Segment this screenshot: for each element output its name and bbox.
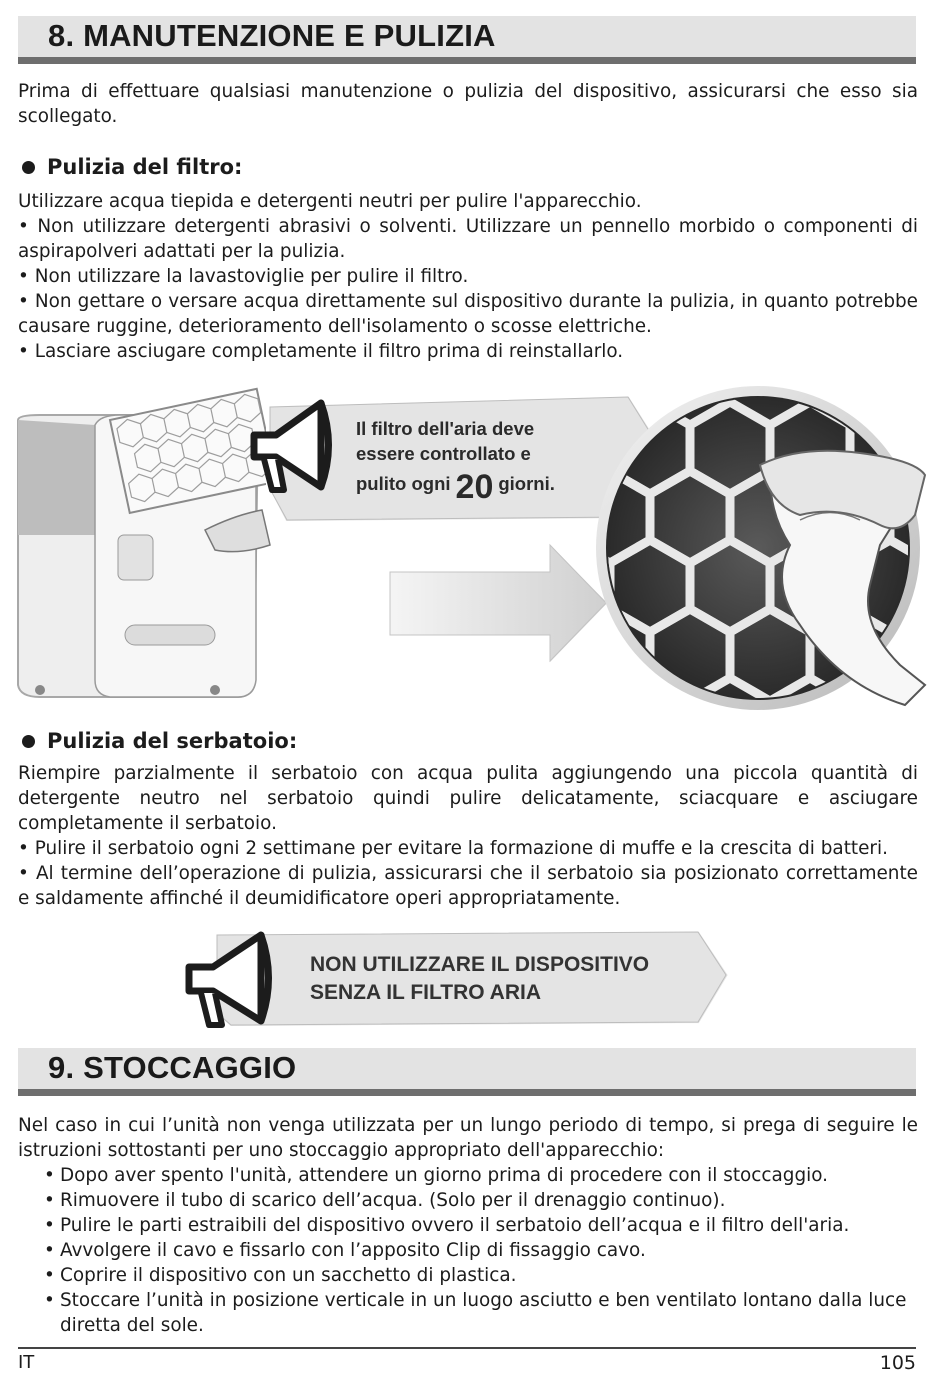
callout-line: Il filtro dell'aria deve (356, 418, 535, 439)
bullet-icon (22, 161, 35, 174)
warning-line: NON UTILIZZARE IL DISPOSITIVO (310, 953, 650, 976)
filter-line: • Non gettare o versare acqua direttamente sul dispositivo durante la pulizia, in quanto potrebbe causare ruggine, deterioramento dell'isolamento o scosse elettriche. (18, 291, 918, 337)
right-arrow-icon (388, 540, 610, 667)
list-item: • Avvolgere il cavo e fissarlo con l’apposito Clip di fissaggio cavo. (44, 1238, 920, 1263)
tank-line: • Pulire il serbatoio ogni 2 settimane per evitare la formazione di muffe e la crescita di batteri. (18, 838, 888, 859)
tank-line: • Al termine dell’operazione di pulizia, assicurarsi che il serbatoio sia posizionato correttamente e saldamente affinché il deumidificatore operi appropriatamente. (18, 863, 918, 909)
list-item: • Stoccare l’unità in posizione verticale in un luogo asciutto e ben ventilato lontano dalla luce diretta del sole. (44, 1288, 920, 1338)
storage-list (44, 1163, 920, 1338)
tank-line: Riempire parzialmente il serbatoio con acqua pulita aggiungendo una piccola quantità di detergente neutro nel serbatoio quindi pulire delicatamente, sciacquare e asciugare completamente il serbatoio. (18, 763, 918, 834)
callout-line: pulito ogni 20 giorni. (356, 468, 555, 506)
section-8-intro: Prima di effettuare qualsiasi manutenzione o pulizia del dispositivo, assicurarsi che esso sia scollegato. (18, 81, 918, 127)
section-8-title: 8. MANUTENZIONE E PULIZIA (48, 18, 496, 53)
filter-line: • Lasciare asciugare completamente il filtro prima di reinstallarlo. (18, 341, 624, 362)
tank-instructions (18, 761, 918, 911)
filter-line: • Non utilizzare detergenti abrasivi o solventi. Utilizzare un pennello morbido o componenti di aspirapolveri adattati per la pulizia. (18, 216, 918, 262)
section-8-underline (18, 57, 916, 64)
section-9-intro: Nel caso in cui l’unità non venga utilizzata per un lungo periodo di tempo, si prega di seguire le istruzioni sottostanti per uno stoccaggio appropriato dell'apparecchio: (18, 1115, 918, 1161)
section-9-title: 9. STOCCAGGIO (48, 1050, 297, 1085)
footer-language: IT (18, 1352, 35, 1373)
callout-days-number: 20 (455, 468, 494, 506)
warning-line: SENZA IL FILTRO ARIA (310, 981, 541, 1004)
callout-line: essere controllato e (356, 443, 531, 464)
filter-instructions (18, 189, 918, 364)
section-8-header (18, 16, 916, 64)
list-item: • Rimuovere il tubo di scarico dell’acqua. (Solo per il drenaggio continuo). (44, 1188, 920, 1213)
filter-heading (22, 155, 242, 179)
page-number: 105 (879, 1352, 916, 1374)
list-item: • Pulire le parti estraibili del dispositivo ovvero il serbatoio dell’acqua e il filtro dell'aria. (44, 1213, 920, 1238)
filter-line: Utilizzare acqua tiepida e detergenti neutri per pulire l'apparecchio. (18, 191, 642, 212)
filter-heading-text: Pulizia del filtro: (47, 155, 243, 179)
footer-divider (18, 1347, 916, 1349)
filter-line: • Non utilizzare la lavastoviglie per pulire il filtro. (18, 266, 469, 287)
dehumidifier-image (18, 389, 276, 697)
list-item: • Dopo aver spento l'unità, attendere un giorno prima di procedere con il stoccaggio. (44, 1163, 920, 1188)
tank-heading-text: Pulizia del serbatoio: (47, 729, 298, 753)
warning-text (310, 951, 649, 1007)
bullet-icon (22, 735, 35, 748)
section-9-underline (18, 1089, 916, 1096)
filter-callout-text (356, 416, 555, 506)
list-item: • Coprire il dispositivo con un sacchetto di plastica. (44, 1263, 920, 1288)
tank-heading (22, 729, 297, 753)
section-9-header (18, 1048, 916, 1096)
